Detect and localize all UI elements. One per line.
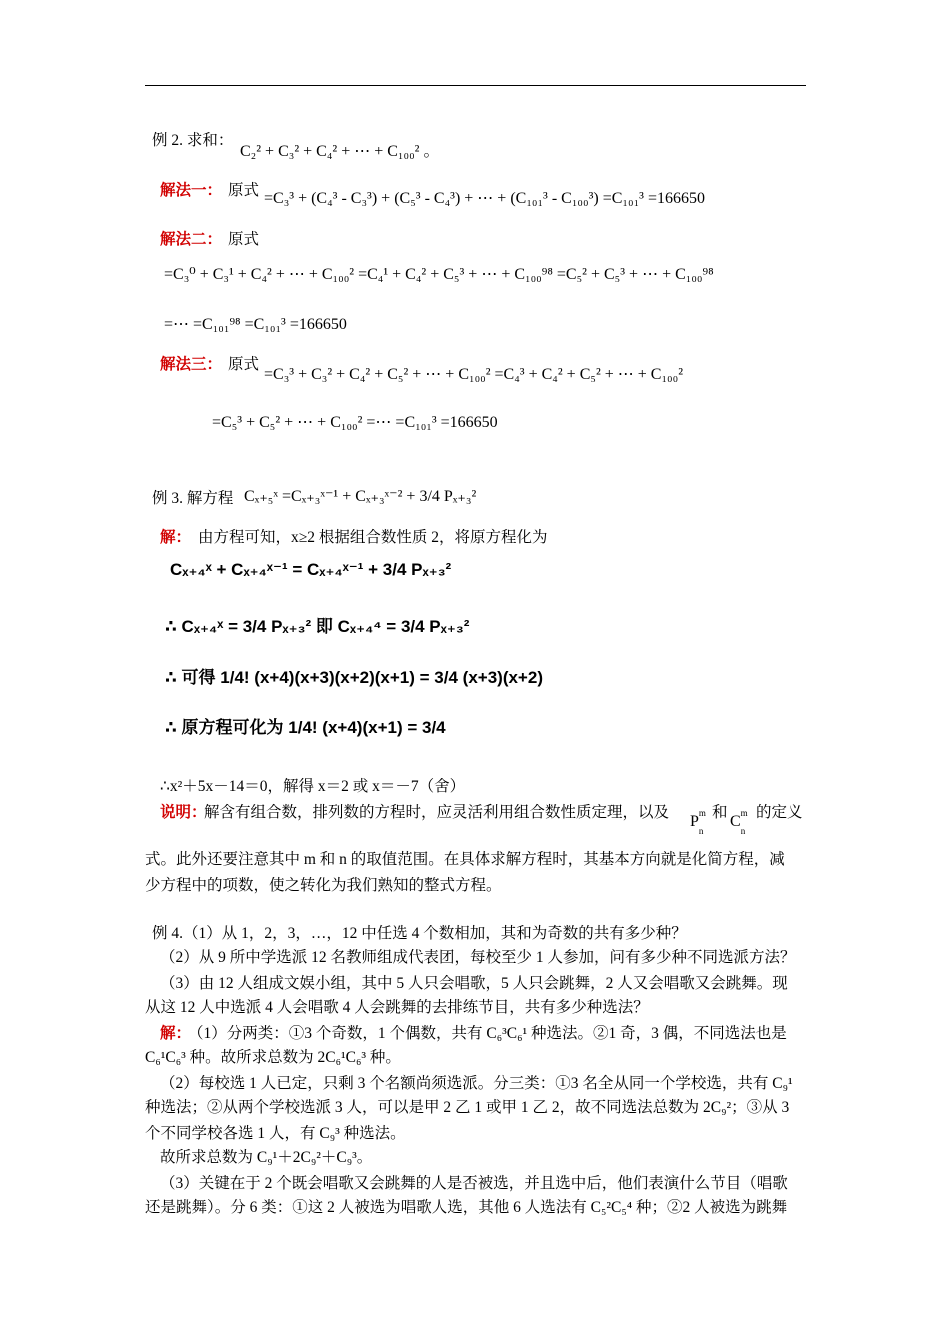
ex4-a1b: C₆¹C₆³ 种。故所求总数为 2C₆¹C₆³ 种。	[145, 1049, 401, 1066]
ex2-sol3-line2: =C₅³ + C₅² + ⋯ + C₁₀₀² =⋯ =C₁₀₁³ =166650	[212, 414, 498, 431]
ex2-sol2-text: 原式	[228, 231, 260, 248]
ex3-step1: Cₓ₊₄ˣ + Cₓ₊₄ˣ⁻¹ = Cₓ₊₄ˣ⁻¹ + 3/4 Pₓ₊₃²	[170, 560, 452, 579]
ex4-q3b: 从这 12 人中选派 4 人会唱歌 4 人会跳舞的去排练节目，共有多少种选法？	[145, 999, 649, 1016]
ex4-a1a: （1）分两类：①3 个奇数，1 个偶数，共有 C₆³C₆¹ 种选法。②1 奇，3 偶，不同选法也是	[188, 1025, 787, 1042]
ex2-sol3-text: 原式	[228, 356, 260, 373]
ex3-note-cont1: 式。此外还要注意其中 m 和 n 的取值范围。在具体求解方程时，其基本方向就是化简方程，减	[145, 851, 785, 868]
ex3-step4: ∴ 原方程可化为 1/4! (x+4)(x+1) = 3/4	[165, 718, 446, 737]
ex2-sol2-label: 解法二：	[160, 231, 223, 248]
ex4-sol-label: 解：	[160, 1025, 192, 1042]
ex4-q1: 例 4.（1）从 1，2，3，…，12 中任选 4 个数相加，其和为奇数的共有多少种？	[152, 925, 687, 942]
ex4-a2a: （2）每校选 1 人已定，只剩 3 个名额尚须选派。分三类：①3 名全从同一个学校选，共有 C₉¹	[160, 1075, 793, 1092]
ex3-note-text: 解含有组合数，排列数的方程时，应灵活利用组合数性质定理，以及	[204, 804, 670, 821]
ex3-note-label: 说明：	[160, 804, 207, 821]
ex2-expr: C₂² + C₃² + C₄² + ⋯ + C₁₀₀² 。	[240, 143, 440, 160]
ex4-a2c: 个不同学校各选 1 人，有 C₉³ 种选法。	[145, 1125, 406, 1142]
ex3-sol-text: 由方程可知，x≥2 根据组合数性质 2，将原方程化为	[198, 529, 548, 546]
ex4-q2: （2）从 9 所中学选派 12 名教师组成代表团，每校至少 1 人参加，问有多少种不同选派方法？	[160, 949, 796, 966]
ex3-equation: Cₓ₊₅ˣ =Cₓ₊₃ˣ⁻¹ + Cₓ₊₃ˣ⁻² + 3/4 Pₓ₊₃²	[244, 488, 477, 505]
ex3-note-C-symbol: $C^m_n$	[730, 808, 748, 836]
ex3-step3: ∴ 可得 1/4! (x+4)(x+3)(x+2)(x+1) = 3/4 (x+3)(x+2)	[165, 668, 543, 687]
ex3-step2: ∴ Cₓ₊₄ˣ = 3/4 Pₓ₊₃² 即 Cₓ₊₄⁴ = 3/4 Pₓ₊₃²	[165, 617, 470, 636]
ex4-a3b: 还是跳舞）。分 6 类：①这 2 人被选为唱歌人选，其他 6 人选法有 C₅²C₅⁴ 种；②2 人被选为跳舞	[145, 1199, 788, 1216]
ex2-sol3-label: 解法三：	[160, 356, 223, 373]
ex4-q3a: （3）由 12 人组成文娱小组，其中 5 人只会唱歌，5 人只会跳舞，2 人又会唱歌又会跳舞。现	[160, 975, 788, 992]
ex4-a2d: 故所求总数为 C₉¹＋2C₉²＋C₉³。	[160, 1149, 373, 1166]
ex2-sol3-line1: =C₃³ + C₃² + C₄² + C₅² + ⋯ + C₁₀₀² =C₄³ + C₄² + C₅² + ⋯ + C₁₀₀²	[264, 366, 683, 383]
header-rule	[145, 85, 806, 86]
ex2-sol2-line2: =⋯ =C₁₀₁⁹⁸ =C₁₀₁³ =166650	[164, 316, 347, 333]
ex3-note-cont2: 少方程中的项数，使之转化为我们熟知的整式方程。	[145, 877, 502, 894]
ex2-sol1-text: 原式	[228, 182, 260, 199]
ex2-title: 例 2. 求和：	[152, 132, 234, 149]
ex3-note-P-symbol: $P^m_n$	[690, 808, 706, 836]
ex3-sol-label: 解：	[160, 529, 192, 546]
ex4-a2b: 种选法；②从两个学校选派 3 人，可以是甲 2 乙 1 或甲 1 乙 2，故不同选法总数为 2C₉²；③从 3	[145, 1099, 790, 1116]
ex3-result: ∴x²＋5x－14＝0，解得 x＝2 或 x＝－7（舍）	[160, 778, 466, 795]
ex4-a3a: （3）关键在于 2 个既会唱歌又会跳舞的人是否被选，并且选中后，他们表演什么节目（唱歌	[160, 1175, 788, 1192]
ex2-sol1-label: 解法一：	[160, 182, 223, 199]
ex2-sol1-expr: =C₃³ + (C₄³ - C₃³) + (C₅³ - C₄³) + ⋯ + (C₁₀₁³ - C₁₀₀³) =C₁₀₁³ =166650	[264, 190, 705, 207]
ex3-note-end: 的定义	[756, 804, 803, 821]
ex3-note-and: 和	[712, 804, 728, 821]
ex3-title: 例 3. 解方程	[152, 490, 234, 507]
ex2-sol2-line1: =C₃⁰ + C₃¹ + C₄² + ⋯ + C₁₀₀² =C₄¹ + C₄² + C₅³ + ⋯ + C₁₀₀⁹⁸ =C₅² + C₅³ + ⋯ + C₁₀₀⁹⁸	[164, 266, 714, 283]
